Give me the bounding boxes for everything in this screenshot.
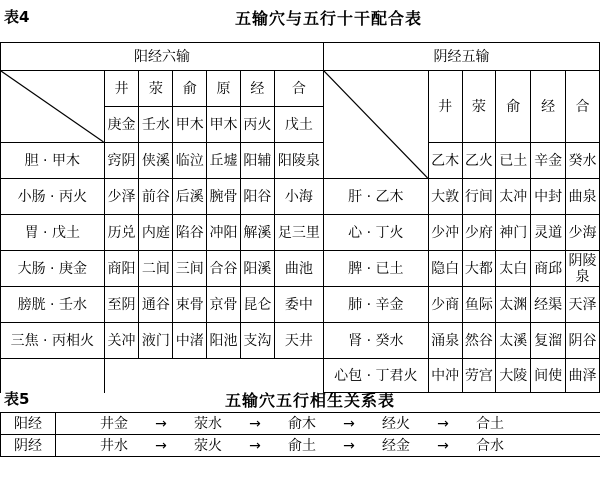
yang-row-label: 胆 · 甲木 [1, 143, 105, 179]
yang-row-label: 膀胱 · 壬水 [1, 287, 105, 323]
yang-point-header: 合 [274, 71, 323, 107]
yang-element-header: 壬水 [139, 107, 173, 143]
yang-cell: 支沟 [240, 323, 274, 359]
yang-cell: 京骨 [207, 287, 241, 323]
yin-point-header: 荥 [462, 71, 496, 143]
yang-cell: 冲阳 [207, 215, 241, 251]
yin-cell: 太渊 [496, 287, 531, 323]
yin-cell: 太冲 [496, 179, 531, 215]
yin-cell: 少冲 [428, 215, 462, 251]
table5-row-label: 阳经 [1, 413, 56, 435]
chain-item: 经火 [382, 415, 410, 432]
yang-row-label: 三焦 · 丙相火 [1, 323, 105, 359]
yang-cell: 通谷 [139, 287, 173, 323]
yin-cell: 神门 [496, 215, 531, 251]
yin-row-label: 肾 · 癸水 [324, 323, 429, 359]
chain-item: 荥火 [194, 437, 222, 454]
arrow-icon: → [249, 437, 261, 454]
yin-point-header: 俞 [496, 71, 531, 143]
yang-cell: 二间 [139, 251, 173, 287]
table5 [0, 412, 600, 457]
table4-title: 五输穴与五行十干配合表 [235, 9, 423, 28]
yin-point-header: 井 [428, 71, 462, 143]
yin-element-header: 辛金 [531, 143, 566, 179]
table5-chain [56, 413, 600, 435]
yin-cell: 天泽 [566, 287, 600, 323]
yang-cell: 少泽 [104, 179, 139, 215]
arrow-icon: → [249, 415, 261, 432]
yang-cell: 合谷 [207, 251, 241, 287]
yin-cell: 大都 [462, 251, 496, 287]
chain-item: 井金 [100, 415, 128, 432]
yin-cell: 少府 [462, 215, 496, 251]
yin-cell: 曲泽 [566, 359, 600, 393]
yang-cell: 后溪 [173, 179, 207, 215]
table4 [0, 42, 600, 393]
yin-cell: 商邱 [531, 251, 566, 287]
arrow-icon: → [437, 415, 449, 432]
yang-cell: 阳谷 [240, 179, 274, 215]
yin-point-header: 合 [566, 71, 600, 143]
yang-point-header: 经 [240, 71, 274, 107]
yang-cell: 侠溪 [139, 143, 173, 179]
chain-item: 荥水 [194, 415, 222, 432]
chain-item: 俞土 [288, 437, 316, 454]
yin-element-header: 乙火 [462, 143, 496, 179]
yang-cell: 腕骨 [207, 179, 241, 215]
yin-cell: 经渠 [531, 287, 566, 323]
yang-element-header: 庚金 [104, 107, 139, 143]
yang-cell: 委中 [274, 287, 323, 323]
yang-cell: 前谷 [139, 179, 173, 215]
yin-point-header: 经 [531, 71, 566, 143]
yang-cell: 临泣 [173, 143, 207, 179]
table5-chain [56, 435, 600, 457]
yang-cell: 关冲 [104, 323, 139, 359]
table5-label: 表5 [4, 390, 30, 408]
yin-cell: 然谷 [462, 323, 496, 359]
yang-point-header: 原 [207, 71, 241, 107]
yin-element-header: 乙木 [428, 143, 462, 179]
yang-row-label: 胃 · 戊土 [1, 215, 105, 251]
yin-cell: 中冲 [428, 359, 462, 393]
yin-cell: 曲泉 [566, 179, 600, 215]
table4-label: 表4 [4, 8, 30, 26]
yang-cell: 阳溪 [240, 251, 274, 287]
chain-item: 俞木 [288, 415, 316, 432]
yang-cell: 解溪 [240, 215, 274, 251]
yang-cell: 内庭 [139, 215, 173, 251]
yin-element-header: 癸水 [566, 143, 600, 179]
yin-cell: 复溜 [531, 323, 566, 359]
yang-cell: 天井 [274, 323, 323, 359]
yang-element-header: 甲木 [207, 107, 241, 143]
yang-cell: 小海 [274, 179, 323, 215]
yin-cell: 鱼际 [462, 287, 496, 323]
yin-cell: 间使 [531, 359, 566, 393]
yin-cell: 行间 [462, 179, 496, 215]
arrow-icon: → [343, 437, 355, 454]
yang-cell: 至阴 [104, 287, 139, 323]
yang-cell: 昆仑 [240, 287, 274, 323]
yang-point-header: 井 [104, 71, 139, 107]
yin-cell: 隐白 [428, 251, 462, 287]
yin-cell: 少商 [428, 287, 462, 323]
yang-cell: 中渚 [173, 323, 207, 359]
yin-cell: 少海 [566, 215, 600, 251]
chain-item: 合土 [476, 415, 504, 432]
yin-cell: 劳宫 [462, 359, 496, 393]
yang-cell: 束骨 [173, 287, 207, 323]
yang-row-label: 小肠 · 丙火 [1, 179, 105, 215]
yang-element-header: 甲木 [173, 107, 207, 143]
yang-element-header: 戊土 [274, 107, 323, 143]
chain-item: 经金 [382, 437, 410, 454]
yang-row-label: 大肠 · 庚金 [1, 251, 105, 287]
yang-cell: 丘墟 [207, 143, 241, 179]
yin-cell: 涌泉 [428, 323, 462, 359]
yang-cell: 液门 [139, 323, 173, 359]
arrow-icon: → [155, 415, 167, 432]
yang-point-header: 荥 [139, 71, 173, 107]
yang-cell: 阳池 [207, 323, 241, 359]
yang-cell: 阳陵泉 [274, 143, 323, 179]
yang-cell: 三间 [173, 251, 207, 287]
yin-row-label: 肺 · 辛金 [324, 287, 429, 323]
yin-cell: 阴陵泉 [566, 251, 600, 287]
yang-cell: 陷谷 [173, 215, 207, 251]
yang-point-header: 俞 [173, 71, 207, 107]
yin-cell: 大陵 [496, 359, 531, 393]
table5-title: 五输穴五行相生关系表 [225, 391, 396, 410]
yang-cell: 阳辅 [240, 143, 274, 179]
yin-cell: 太溪 [496, 323, 531, 359]
yin-cell: 大敦 [428, 179, 462, 215]
yin-header: 阴经五输 [324, 43, 600, 71]
yang-cell: 历兑 [104, 215, 139, 251]
yang-cell: 足三里 [274, 215, 323, 251]
arrow-icon: → [155, 437, 167, 454]
chain-item: 井水 [100, 437, 128, 454]
yin-cell: 阴谷 [566, 323, 600, 359]
yin-element-header: 已土 [496, 143, 531, 179]
yin-corner-cell [324, 71, 429, 179]
yin-row-label: 心 · 丁火 [324, 215, 429, 251]
yang-corner-cell [1, 71, 105, 143]
yin-cell: 中封 [531, 179, 566, 215]
yang-element-header: 丙火 [240, 107, 274, 143]
arrow-icon: → [343, 415, 355, 432]
yang-cell: 商阳 [104, 251, 139, 287]
yin-row-label: 肝 · 乙木 [324, 179, 429, 215]
yang-header: 阳经六输 [1, 43, 324, 71]
yin-row-label: 脾 · 已土 [324, 251, 429, 287]
yang-cell: 窍阴 [104, 143, 139, 179]
yin-row-label: 心包 · 丁君火 [324, 359, 429, 393]
yang-cell: 曲池 [274, 251, 323, 287]
arrow-icon: → [437, 437, 449, 454]
yin-cell: 灵道 [531, 215, 566, 251]
chain-item: 合水 [476, 437, 504, 454]
yin-cell: 太白 [496, 251, 531, 287]
table5-row-label: 阴经 [1, 435, 56, 457]
